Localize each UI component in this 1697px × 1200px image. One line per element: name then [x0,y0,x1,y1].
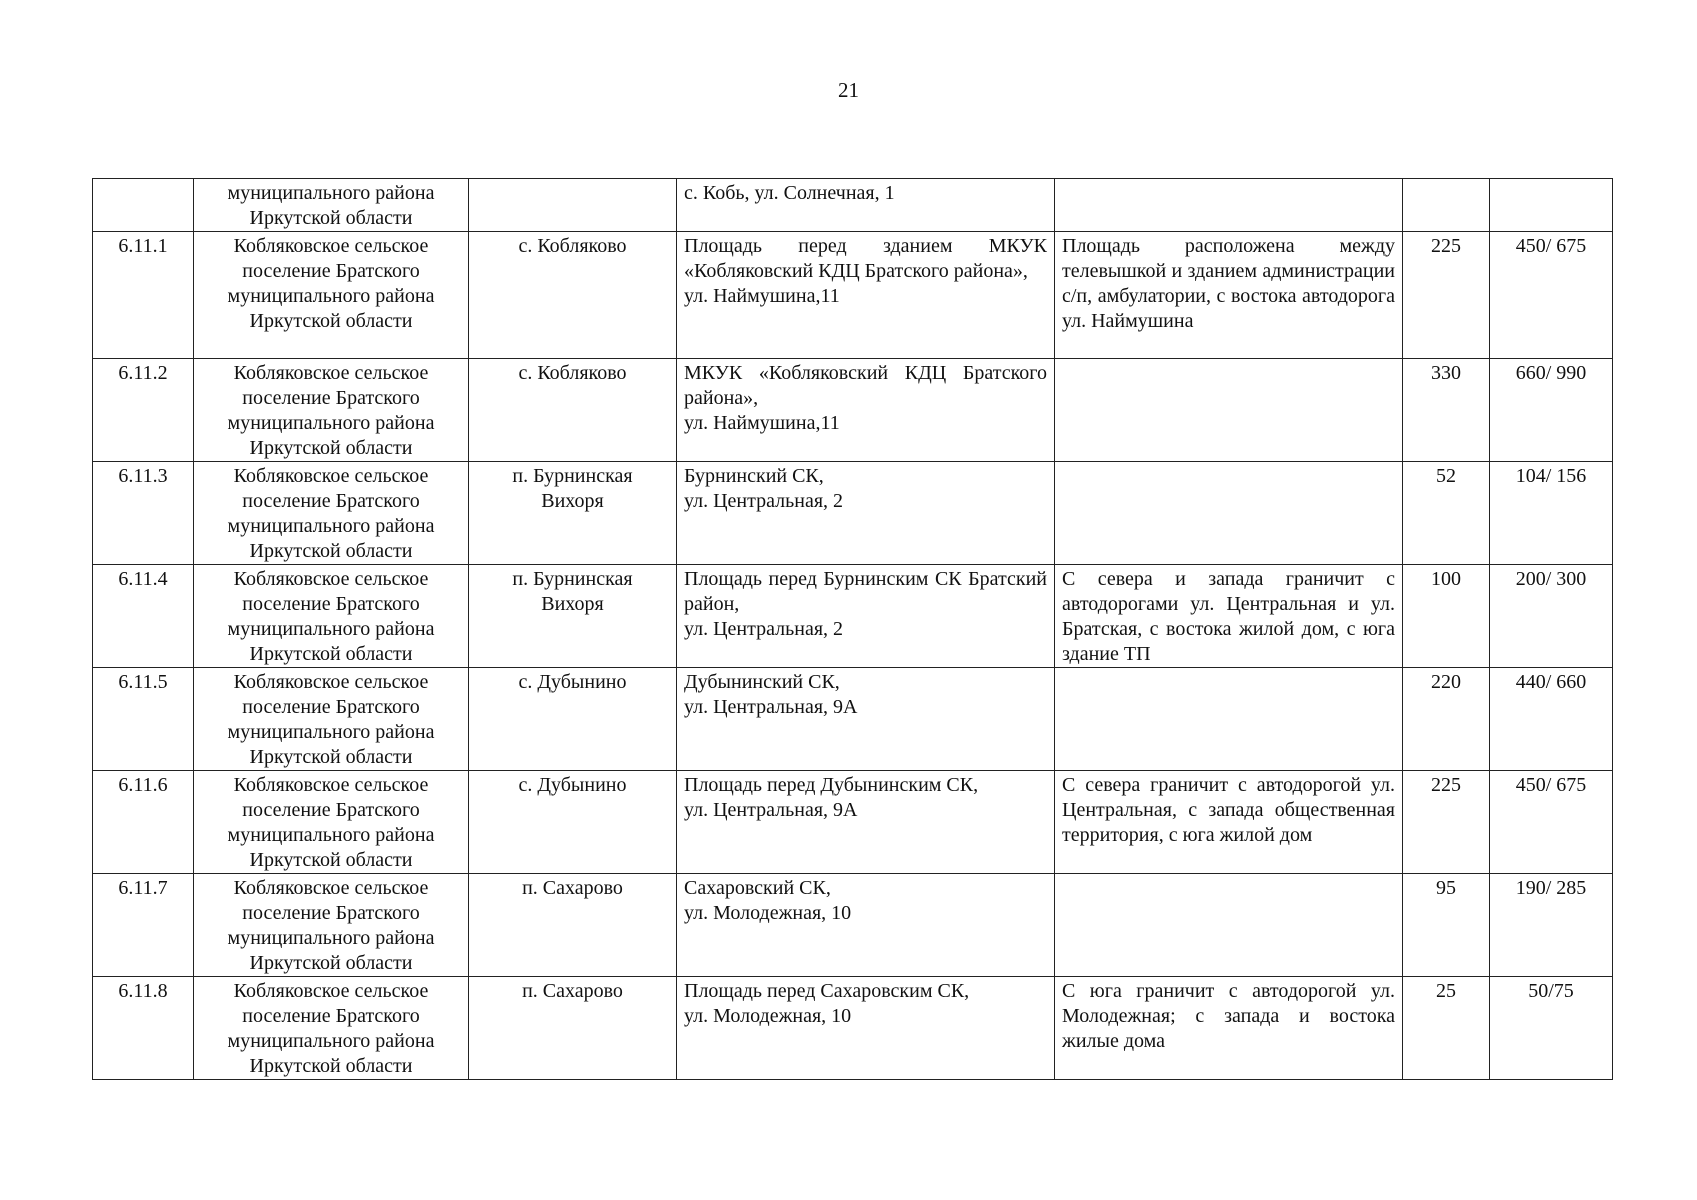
settlement-name-cell-line: Иркутской области [249,746,413,768]
settlement-name-cell-line: Иркутской области [249,849,413,871]
area-cell: 330 [1403,359,1490,462]
settlement-name-cell-line: муниципального района [227,927,435,949]
settlement-name-cell-line: поселение Братского [242,1005,420,1027]
settlement-name-cell [194,359,469,462]
area-cell: 225 [1403,771,1490,874]
locality-cell-line: с. Дубынино [518,774,627,796]
settlement-name-cell-line: Иркутской области [249,1055,413,1077]
capacity-cell: 104/ 156 [1490,462,1613,565]
area-cell: 52 [1403,462,1490,565]
address-cell-line: ул. Наймушина,11 [684,285,840,307]
settlement-name-cell-line: муниципального района [227,824,435,846]
area-cell [1403,179,1490,232]
row-number-cell: 6.11.5 [93,668,194,771]
address-cell-line: ул. Центральная, 2 [684,618,844,640]
settlement-name-cell-line: Кобляковское сельское [233,465,429,487]
capacity-cell: 450/ 675 [1490,771,1613,874]
table-row [93,977,1613,1080]
settlement-name-cell-line: Иркутской области [249,643,413,665]
settlement-name-cell-line: муниципального района [227,412,435,434]
boundary-description-cell [1055,874,1403,977]
table-row [93,462,1613,565]
locality-cell-line: п. Бурнинская [512,568,633,590]
row-number-cell: 6.11.3 [93,462,194,565]
settlement-name-cell-line: поселение Братского [242,490,420,512]
settlement-name-cell [194,462,469,565]
locality-cell [469,359,677,462]
address-cell-line: Площадь перед Бурнинским СК Братский район, [684,568,1047,615]
locality-cell [469,874,677,977]
settlement-name-cell-line: муниципального района [227,515,435,537]
address-cell-line: Площадь перед Дубынинским СК, [684,774,979,796]
address-cell-line: МКУК «Кобляковский КДЦ Братского района», [684,362,1047,409]
settlement-name-cell-line: муниципального района [227,721,435,743]
locations-table [92,178,1613,1080]
row-number-cell: 6.11.8 [93,977,194,1080]
boundary-description-cell: С севера граничит с автодорогой ул. Центральная, с запада общественная территория, с юга жилой дом [1055,771,1403,874]
capacity-cell: 200/ 300 [1490,565,1613,668]
table-row [93,668,1613,771]
settlement-name-cell-line: Кобляковское сельское [233,568,429,590]
settlement-name-cell [194,771,469,874]
locality-cell-line: п. Бурнинская [512,465,633,487]
locality-cell [469,179,677,232]
capacity-cell: 50/75 [1490,977,1613,1080]
settlement-name-cell-line: Иркутской области [249,952,413,974]
locality-cell [469,771,677,874]
settlement-name-cell [194,565,469,668]
address-cell-line: Бурнинский СК, [684,465,824,487]
settlement-name-cell-line: Кобляковское сельское [233,980,429,1002]
boundary-description-cell [1055,668,1403,771]
settlement-name-cell-line: поселение Братского [242,902,420,924]
settlement-name-cell [194,874,469,977]
settlement-name-cell-line: муниципального района [227,618,435,640]
table-row [93,359,1613,462]
settlement-name-cell-line: Иркутской области [249,310,413,332]
capacity-cell: 440/ 660 [1490,668,1613,771]
address-cell-line: ул. Молодежная, 10 [684,902,852,924]
address-cell [677,977,1055,1080]
address-cell [677,359,1055,462]
address-cell-line: ул. Центральная, 9А [684,799,858,821]
settlement-name-cell-line: поселение Братского [242,593,420,615]
table-body [93,179,1613,1080]
boundary-description-cell: С юга граничит с автодорогой ул. Молодежная; с запада и востока жилые дома [1055,977,1403,1080]
area-cell: 25 [1403,977,1490,1080]
address-cell [677,668,1055,771]
settlement-name-cell-line: поселение Братского [242,799,420,821]
address-cell-line: Площадь перед зданием МКУК «Кобляковский КДЦ Братского района», [684,235,1047,282]
capacity-cell: 450/ 675 [1490,232,1613,359]
address-cell-line: с. Кобь, ул. Солнечная, 1 [684,182,895,204]
boundary-description-cell [1055,359,1403,462]
settlement-name-cell-line: Иркутской области [249,437,413,459]
settlement-name-cell [194,232,469,359]
locality-cell [469,232,677,359]
row-number-cell [93,179,194,232]
capacity-cell [1490,179,1613,232]
settlement-name-cell-line: муниципального района [227,285,435,307]
table-row [93,771,1613,874]
address-cell [677,462,1055,565]
settlement-name-cell-line: поселение Братского [242,387,420,409]
page-number: 21 [838,78,859,102]
settlement-name-cell-line: Иркутской области [249,540,413,562]
area-cell: 100 [1403,565,1490,668]
locality-cell-line: п. Сахарово [522,877,623,899]
settlement-name-cell [194,668,469,771]
locality-cell-line: с. Дубынино [518,671,627,693]
address-cell [677,874,1055,977]
settlement-name-cell-line: Кобляковское сельское [233,877,429,899]
capacity-cell: 190/ 285 [1490,874,1613,977]
settlement-name-cell-line: Кобляковское сельское [233,671,429,693]
row-number-cell: 6.11.2 [93,359,194,462]
address-cell-line: ул. Наймушина,11 [684,412,840,434]
area-cell: 220 [1403,668,1490,771]
boundary-description-cell: С севера и запада граничит с автодорогами ул. Центральная и ул. Братская, с востока жилой дом, с юга здание ТП [1055,565,1403,668]
settlement-name-cell [194,977,469,1080]
boundary-description-cell [1055,179,1403,232]
address-cell [677,232,1055,359]
settlement-name-cell-line: Иркутской области [249,207,413,229]
locality-cell-line: с. Кобляково [518,235,627,257]
row-number-cell: 6.11.1 [93,232,194,359]
row-number-cell: 6.11.7 [93,874,194,977]
settlement-name-cell-line: Кобляковское сельское [233,774,429,796]
table-row [93,179,1613,232]
area-cell: 225 [1403,232,1490,359]
settlement-name-cell-line: поселение Братского [242,696,420,718]
address-cell [677,565,1055,668]
address-cell-line: ул. Центральная, 9А [684,696,858,718]
boundary-description-cell [1055,462,1403,565]
locality-cell [469,977,677,1080]
locality-cell-line: Вихоря [541,490,604,512]
settlement-name-cell-line: муниципального района [227,1030,435,1052]
settlement-name-cell-line: Кобляковское сельское [233,235,429,257]
address-cell-line: Дубынинский СК, [684,671,840,693]
table-row [93,232,1613,359]
settlement-name-cell-line: муниципального района [227,182,435,204]
locality-cell [469,462,677,565]
address-cell-line: ул. Центральная, 2 [684,490,844,512]
locality-cell-line: с. Кобляково [518,362,627,384]
locality-cell-line: Вихоря [541,593,604,615]
table-row [93,565,1613,668]
capacity-cell: 660/ 990 [1490,359,1613,462]
address-cell [677,771,1055,874]
settlement-name-cell-line: поселение Братского [242,260,420,282]
area-cell: 95 [1403,874,1490,977]
row-number-cell: 6.11.4 [93,565,194,668]
locality-cell-line: п. Сахарово [522,980,623,1002]
row-number-cell: 6.11.6 [93,771,194,874]
locality-cell [469,565,677,668]
boundary-description-cell: Площадь расположена между телевышкой и зданием администрации с/п, амбулатории, с востока автодорога ул. Наймушина [1055,232,1403,359]
table-row [93,874,1613,977]
address-cell-line: Площадь перед Сахаровским СК, [684,980,970,1002]
address-cell-line: ул. Молодежная, 10 [684,1005,852,1027]
address-cell-line: Сахаровский СК, [684,877,831,899]
settlement-name-cell-line: Кобляковское сельское [233,362,429,384]
locality-cell [469,668,677,771]
settlement-name-cell [194,179,469,232]
address-cell [677,179,1055,232]
